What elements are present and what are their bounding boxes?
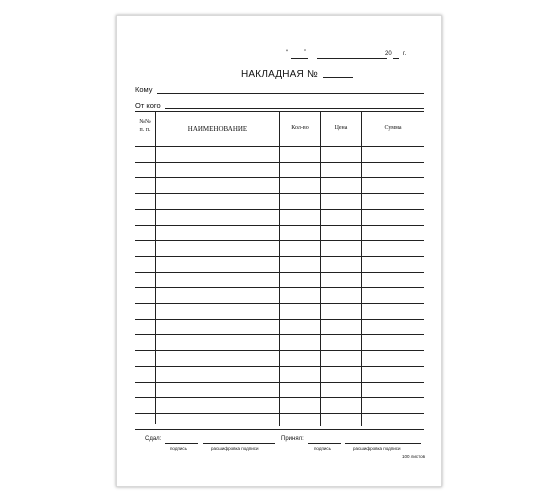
received-signature-line (308, 443, 341, 444)
header-price: Цена (334, 125, 348, 131)
invoice-form-sheet (116, 15, 442, 487)
col-divider-num (155, 111, 156, 424)
date-quote-close: ” (304, 50, 306, 56)
header-sum: Сумма (384, 125, 402, 131)
date-month-line (317, 58, 387, 59)
date-year-line (393, 58, 399, 59)
handed-decode-caption: расшифровка подписи (211, 446, 259, 451)
header-name: НАИМЕНОВАНИЕ (187, 125, 248, 133)
handed-decode-line (203, 443, 275, 444)
handed-label: Сдал: (145, 436, 162, 442)
col-divider-price (361, 111, 362, 426)
received-signature-caption: подпись (314, 446, 332, 451)
col-divider-qty (320, 111, 321, 426)
to-line (157, 93, 424, 94)
handed-signature-caption: подпись (170, 446, 188, 451)
header-num-bottom: п. п. (139, 127, 151, 133)
col-divider-name (279, 111, 280, 426)
sheets-count: 100 листов (402, 454, 426, 459)
date-day-line (291, 58, 308, 59)
to-label: Кому (135, 85, 153, 94)
header-qty: Кол-во (291, 125, 309, 131)
date-quote-open: “ (286, 50, 288, 56)
from-label: От кого (135, 101, 161, 110)
table-row (135, 429, 424, 430)
header-num-top: №№ (139, 119, 151, 125)
received-label: Принял: (281, 436, 304, 442)
received-decode-line (345, 443, 421, 444)
from-line (165, 108, 424, 109)
page-title: НАКЛАДНАЯ № (241, 69, 318, 80)
date-year-suffix: г. (403, 51, 407, 57)
date-year-prefix: 20 (385, 51, 392, 57)
handed-signature-line (165, 443, 198, 444)
invoice-number-line (323, 77, 353, 78)
received-decode-caption: расшифровка подписи (353, 446, 401, 451)
